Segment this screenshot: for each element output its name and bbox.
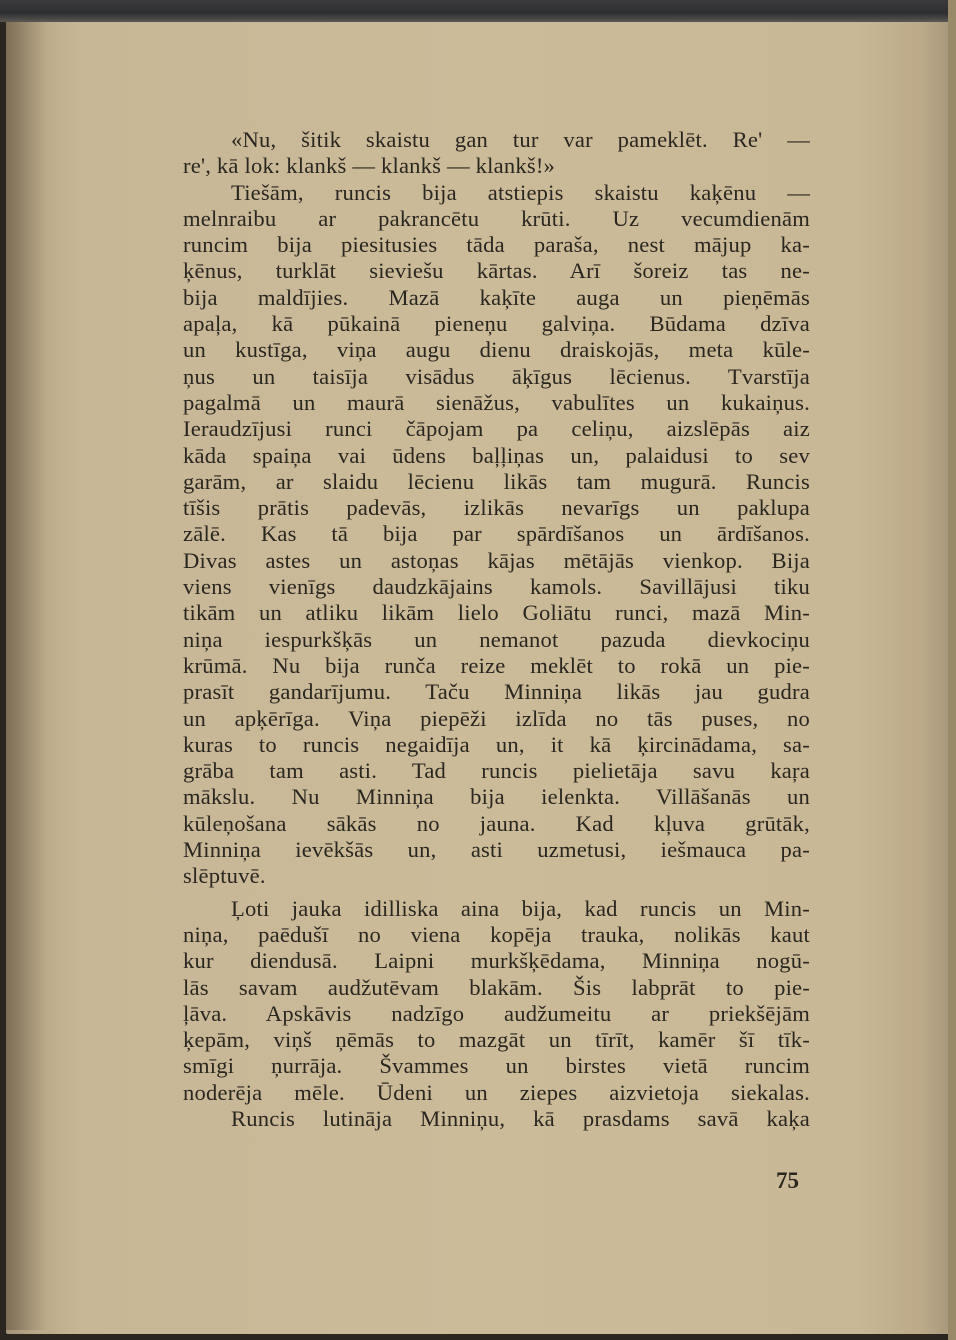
- text-line: «Nu, šitik skaistu gan tur var pameklēt. Re' —: [231, 127, 810, 152]
- text-line: tikām un atliku likām lielo Goliātu runci, mazā Min-: [183, 600, 810, 626]
- text-line: Ļoti jauka idilliska aina bija, kad runcis un Min-: [231, 895, 810, 921]
- text-line: prasīt gandarījumu. Taču Minniņa likās jau gudra: [183, 679, 810, 705]
- text-line: ķēnus, turklāt sieviešu kārtas. Arī šoreiz tas ne-: [183, 258, 810, 284]
- binding-shadow: [6, 20, 48, 1330]
- text-line: kuras to runcis negaidīja un, it kā ķircinādama, sa-: [183, 731, 810, 757]
- text-line: Ieraudzījusi runci čāpojam pa celiņu, aizslēpās aiz: [183, 416, 810, 442]
- text-line: re', kā lok: klankš — klankš — klankš!»: [183, 153, 556, 179]
- text-line: apaļa, kā pūkainā pieneņu galviņa. Būdama dzīva: [183, 311, 810, 337]
- text-line: un apķērīga. Viņa piepēži izlīda no tās puses, no: [183, 705, 810, 731]
- text-line: pagalmā un maurā sienāžus, vabulītes un kukaiņus.: [183, 389, 810, 415]
- text-line: Divas astes un astoņas kājas mētājās vienkop. Bija: [183, 547, 810, 573]
- text-line: grāba tam asti. Tad runcis pielietāja savu kaŗa: [183, 758, 810, 784]
- text-line: viens vienīgs daudzkājains kamols. Savillājusi tiku: [183, 574, 810, 600]
- text-line: kūleņošana sākās no jauna. Kad kļuva grūtāk,: [183, 810, 810, 836]
- text-line: tīšis prātis padevās, izlikās nevarīgs un paklupa: [183, 495, 810, 521]
- text-line: slēptuvē.: [183, 863, 266, 889]
- text-line: Tiešām, runcis bija atstiepis skaistu kaķēnu —: [231, 179, 810, 205]
- text-line: Minniņa ievēkšās un, asti uzmetusi, iešmauca pa-: [183, 837, 810, 863]
- text-line: un kustīga, viņa augu dienu draiskojās, meta kūle-: [183, 337, 810, 363]
- text-line: smīgi ņurrāja. Švammes un birstes vietā runcim: [183, 1053, 810, 1079]
- text-line: noderēja mēle. Ūdeni un ziepes aizvietoja siekalas.: [183, 1079, 810, 1105]
- text-line: zālē. Kas tā bija par spārdīšanos un ārdīšanos.: [183, 521, 810, 547]
- text-line: kur diendusā. Laipni murkšķēdama, Minniņa nogū-: [183, 948, 810, 974]
- body-text: [183, 127, 810, 1132]
- right-edge: [948, 0, 956, 1340]
- text-line: niņa iespurkšķās un nemanot pazuda dievkociņu: [183, 626, 810, 652]
- text-line: garām, ar slaidu lēcienu likās tam mugurā. Runcis: [183, 468, 810, 494]
- text-line: ņus un taisīja visādus āķīgus lēcienus. Tvarstīja: [183, 363, 810, 389]
- text-line: lās savam audžutēvam blakām. Šis labprāt to pie-: [183, 974, 810, 1000]
- text-line: ķepām, viņš ņēmās to mazgāt un tīrīt, kamēr šī tīk-: [183, 1027, 810, 1053]
- page-number: 75: [776, 1168, 799, 1193]
- text-line: mākslu. Nu Minniņa bija ielenkta. Villāšanās un: [183, 784, 810, 810]
- text-line: ļāva. Apskāvis nadzīgo audžumeitu ar priekšējām: [183, 1000, 810, 1026]
- text-line: bija maldījies. Mazā kaķīte auga un pieņēmās: [183, 284, 810, 310]
- text-line: runcim bija piesitusies tāda paraša, nest mājup ka-: [183, 232, 810, 258]
- text-line: kāda spaiņa vai ūdens baļļiņas un, palaidusi to sev: [183, 442, 810, 468]
- text-line: Runcis lutināja Minniņu, kā prasdams savā kaķa: [231, 1105, 810, 1131]
- top-edge: [0, 0, 956, 22]
- text-line: krūmā. Nu bija runča reize meklēt to rokā un pie-: [183, 652, 810, 678]
- text-line: niņa, paēdušī no viena kopēja trauka, nolikās kaut: [183, 921, 810, 947]
- text-line: melnraibu ar pakrancētu krūti. Uz vecumdienām: [183, 205, 810, 231]
